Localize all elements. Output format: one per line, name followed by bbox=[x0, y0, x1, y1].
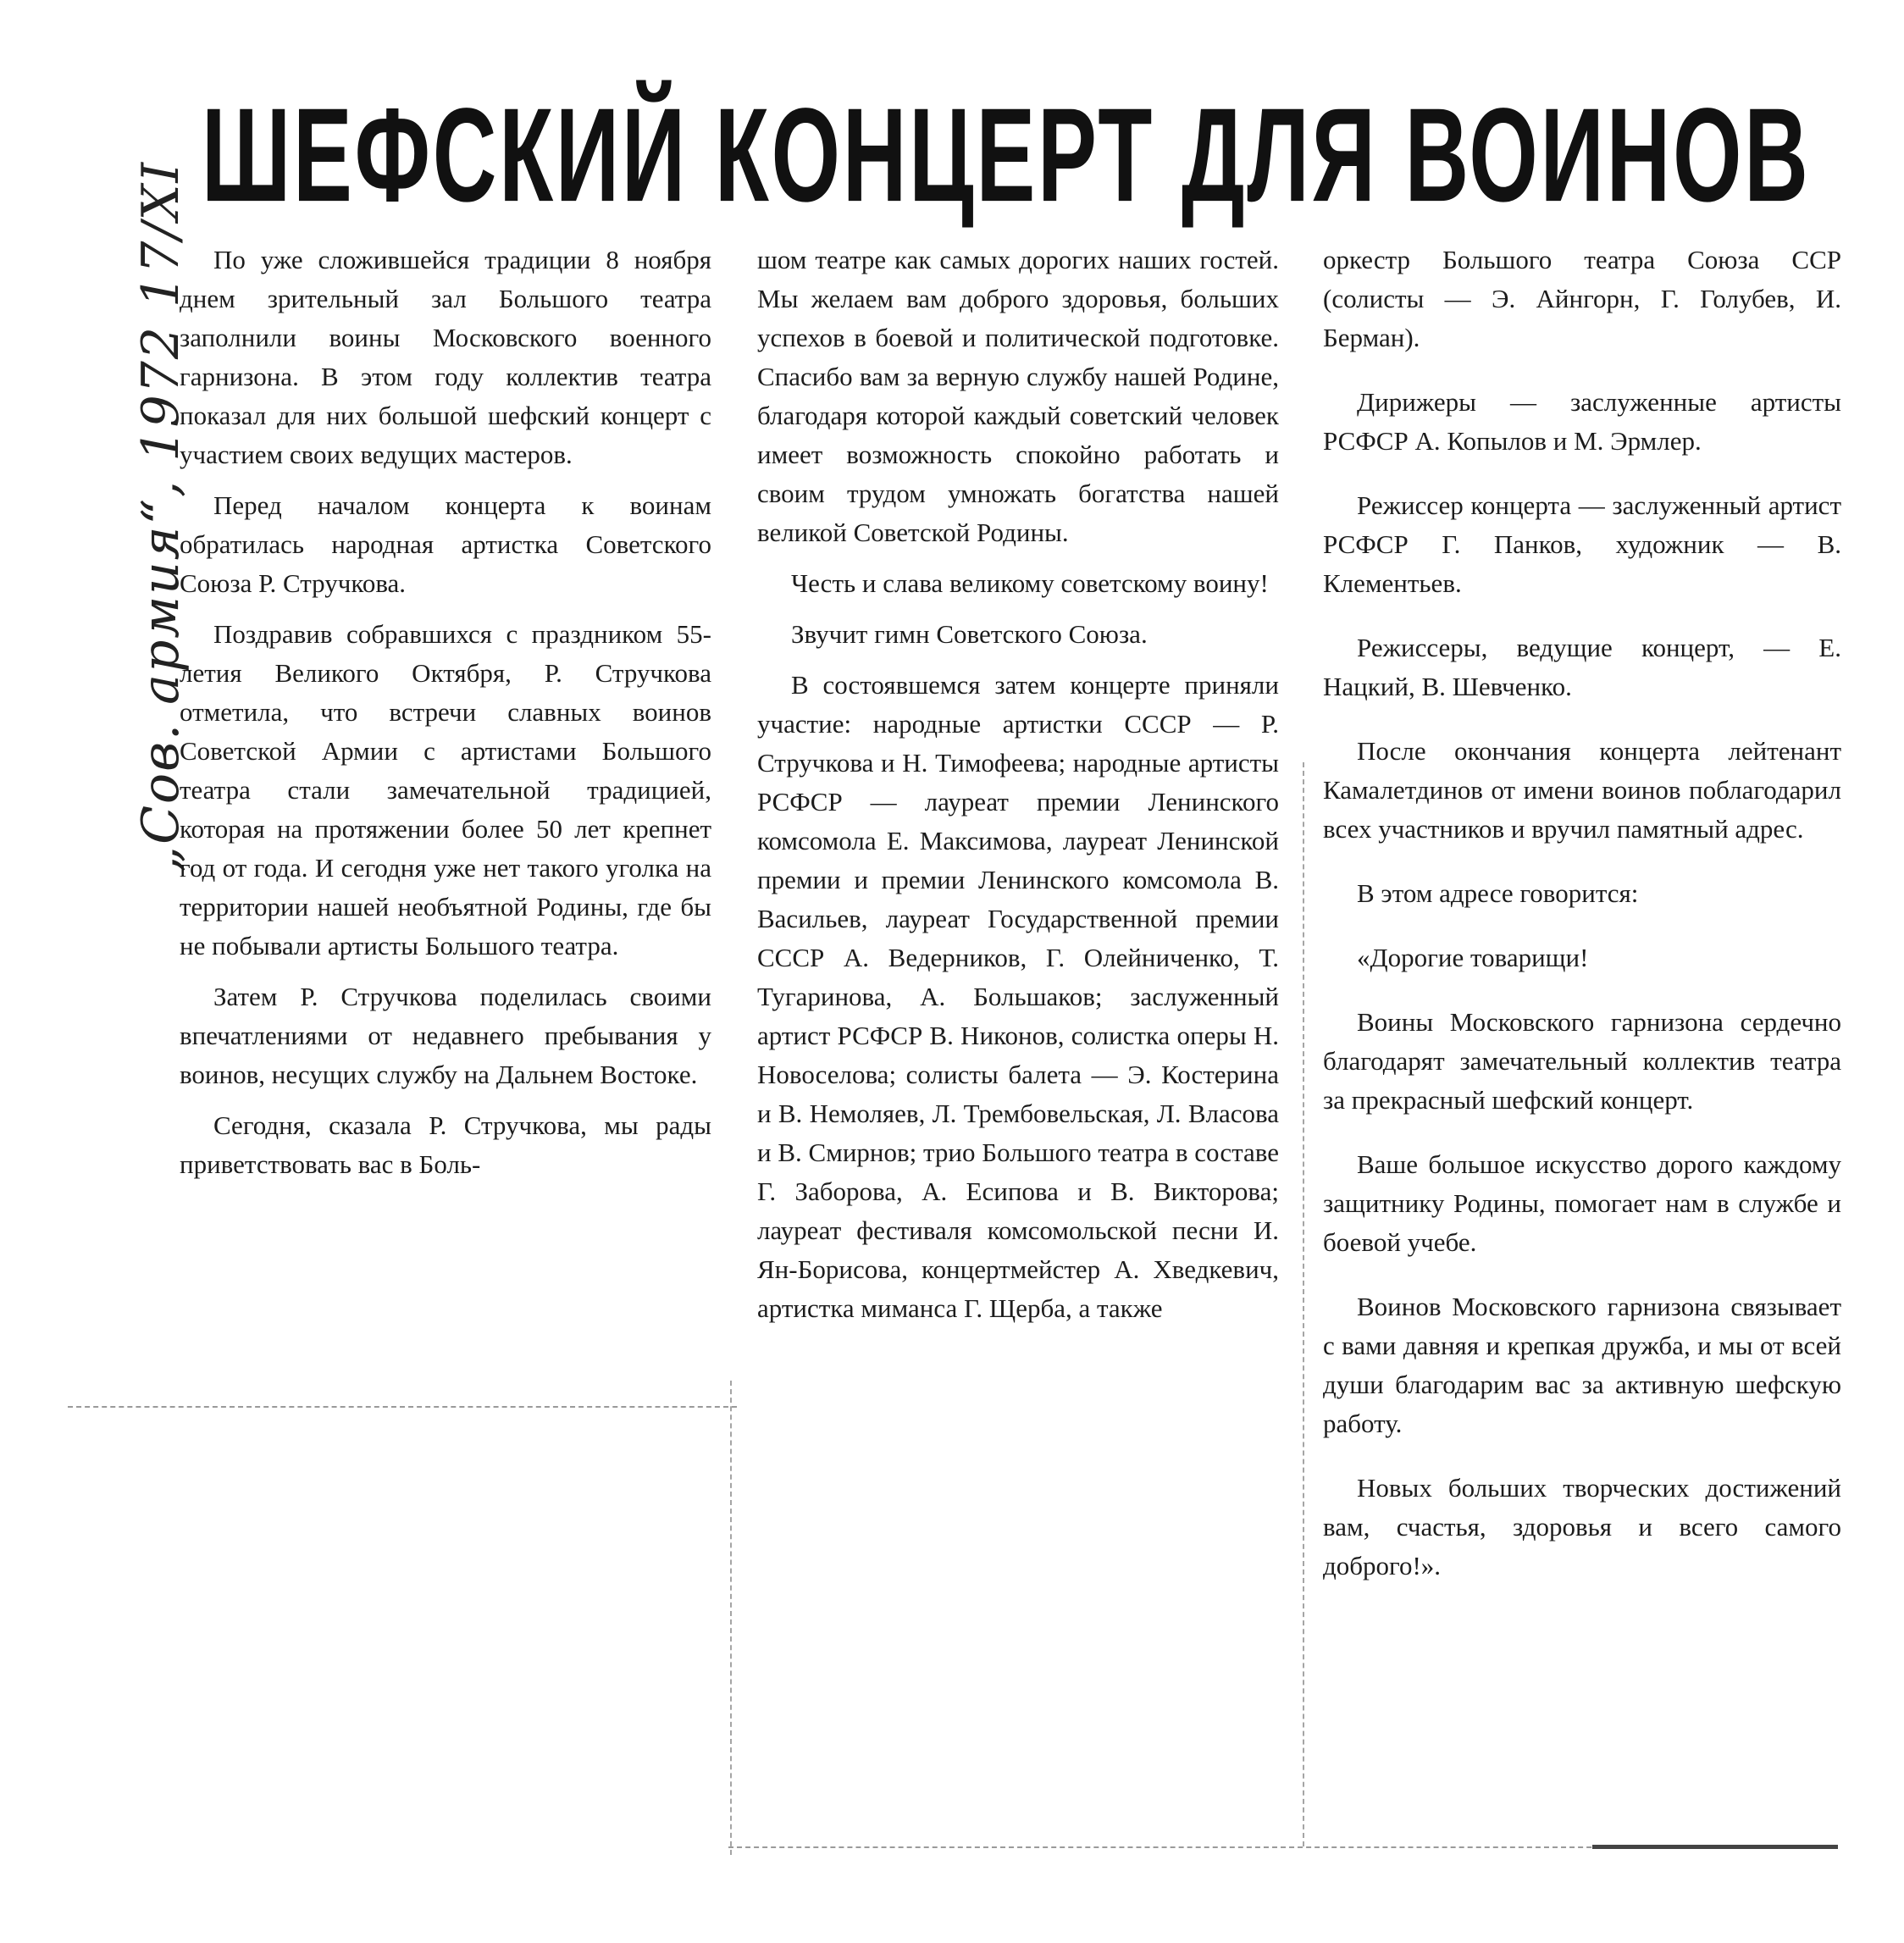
paragraph: Сегодня, сказала Р. Стручкова, мы рады приветствовать вас в Боль- bbox=[180, 1110, 711, 1179]
paragraph: По уже сложившейся традиции 8 ноября днем зрительный зал Большого театра заполнили воины Московского военного гарнизона. В этом году коллектив театра показал для них большой шефский концерт с участием своих ведущих мастеров. bbox=[180, 245, 711, 469]
paragraph: Воинов Московского гарнизона связывает с вами давняя и крепкая дружба, и мы от всей души благодарим вас за активную шефскую работу. bbox=[1323, 1292, 1841, 1438]
paragraph: Воины Московского гарнизона сердечно благодарят замечательный коллектив театра за прекрасный шефский концерт. bbox=[1323, 1007, 1841, 1115]
clipping-edge-bar bbox=[1592, 1845, 1838, 1849]
column-divider bbox=[730, 1381, 732, 1855]
paragraph: Режиссеры, ведущие концерт, — Е. Нацкий, В. Шевченко. bbox=[1323, 633, 1841, 701]
paragraph: Ваше большое искусство дорого каждому защитнику Родины, помогает нам в службе и боевой учебе. bbox=[1323, 1149, 1841, 1257]
paragraph: После окончания концерта лейтенант Камалетдинов от имени воинов поблагодарил всех участников и вручил памятный адрес. bbox=[1323, 736, 1841, 844]
paragraph: «Дорогие товарищи! bbox=[1357, 943, 1589, 972]
clipping-edge-line bbox=[68, 1406, 737, 1408]
column-divider bbox=[1303, 762, 1304, 1846]
paragraph: Перед началом концерта к воинам обратилась народная артистка Советского Союза Р. Стручкова. bbox=[180, 490, 711, 598]
paragraph: Режиссер концерта — заслуженный артист РСФСР Г. Панков, художник — В. Клементьев. bbox=[1323, 490, 1841, 598]
paragraph: оркестр Большого театра Союза ССР (солисты — Э. Айнгорн, Г. Голубев, И. Берман). bbox=[1323, 245, 1841, 352]
paragraph: Дирижеры — заслуженные артисты РСФСР А. Копылов и М. Эрмлер. bbox=[1323, 387, 1841, 456]
paragraph: Честь и слава великому советскому воину! bbox=[791, 568, 1269, 598]
source-note-text: „Сов. армия“, 1972 17/XI bbox=[131, 160, 191, 872]
article-column-2 bbox=[757, 241, 1279, 1340]
paragraph: шом театре как самых дорогих наших гостей. Мы желаем вам доброго здоровья, больших успехов в боевой и политической подготовке. Спасибо вам за верную службу нашей Родине, благодаря которой каждый советский человек имеет возможность спокойно работать и своим трудом умножать богатства нашей великой Советской Родины. bbox=[757, 245, 1279, 547]
paragraph: В этом адресе говорится: bbox=[1357, 878, 1639, 908]
paragraph: Звучит гимн Советского Союза. bbox=[791, 619, 1148, 649]
paragraph: Затем Р. Стручкова поделилась своими впечатлениями от недавнего пребывания у воинов, несущих службу на Дальнем Востоке. bbox=[180, 982, 711, 1089]
article-headline: ШЕФСКИЙ КОНЦЕРТ ДЛЯ ВОИНОВ bbox=[202, 80, 1811, 230]
article-column-3 bbox=[1323, 241, 1841, 1611]
article-column-1 bbox=[180, 241, 711, 1196]
paragraph: Поздравив собравшихся с праздником 55-летия Великого Октября, Р. Стручкова отметила, что встречи славных воинов Советской Армии с артистами Большого театра стали замечательной традицией, которая на протяжении более 50 лет крепнет год от года. И сегодня уже нет такого уголка на территории нашей необъятной Родины, где бы не побывали артисты Большого театра. bbox=[180, 619, 711, 960]
paragraph: В состоявшемся затем концерте приняли участие: народные артистки СССР — Р. Стручкова и Н. Тимофеева; народные артисты РСФСР — лауреат премии Ленинского комсомола Е. Максимова, лауреат Ленинской премии и премии Ленинского комсомола В. Васильев, лауреат Государственной премии СССР А. Ведерников, Г. Олейниченко, Т. Тугаринова, А. Большаков; заслуженный артист РСФСР В. Никонов, солистка оперы Н. Новоселова; солисты балета — Э. Костерина и В. Немоляев, Л. Трембовельская, Л. Власова и В. Смирнов; трио Большого театра в составе Г. Заборова, А. Есипова и В. Викторова; лауреат фестиваля комсомольской песни И. Ян-Борисова, концертмейстер А. Хведкевич, артистка миманса Г. Щерба, а также bbox=[757, 670, 1279, 1323]
paragraph: Новых больших творческих достижений вам, счастья, здоровья и всего самого доброго!». bbox=[1323, 1473, 1841, 1580]
